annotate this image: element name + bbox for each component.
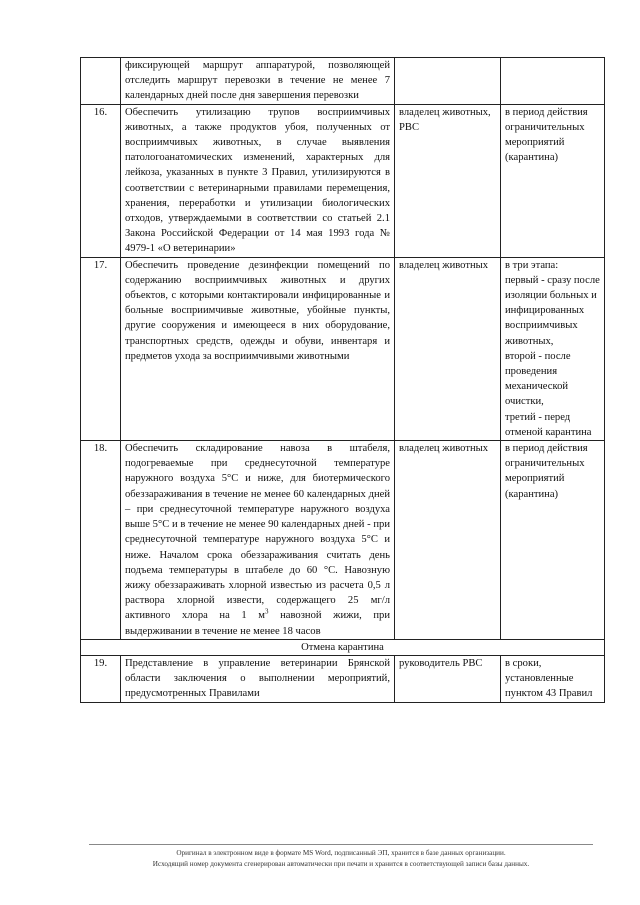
responsible-text bbox=[395, 58, 501, 105]
measure-text: Обеспечить утилизацию трупов восприимчивых животных, а также продуктов убоя, полученных от восприимчивых животных, в случае выявления патологоанатомических изменений, характерных для лейкоза, указанных в пункте 3 Правил, утилизируются в соответствии с ветеринарными правилами перемещения, хранения, переработки и утилизации биологических отходов, утверждаемыми в соответствии со статьей 2.1 Закона Российской Федерации от 14 мая 1993 года № 4979-1 «О ветеринарии» bbox=[121, 104, 395, 257]
term-text: в период действия ограничительных мероприятий (карантина) bbox=[501, 104, 605, 257]
footer-line-2: Исходящий номер документа сгенерирован автоматически при печати и хранится в соответствующей записи базы данных. bbox=[152, 860, 530, 868]
responsible-text: владелец животных, РВС bbox=[395, 104, 501, 257]
row-number bbox=[81, 58, 121, 105]
table-row bbox=[81, 655, 605, 702]
table-row bbox=[81, 257, 605, 440]
measure-text bbox=[121, 441, 395, 640]
responsible-text: руководитель РВС bbox=[395, 655, 501, 702]
row-number: 18. bbox=[81, 441, 121, 640]
table-row bbox=[81, 104, 605, 257]
term-text: в период действия ограничительных мероприятий (карантина) bbox=[501, 441, 605, 640]
term-text bbox=[501, 58, 605, 105]
section-row bbox=[81, 639, 605, 655]
table-row bbox=[81, 441, 605, 640]
measure-text: Обеспечить проведение дезинфекции помещений по содержанию восприимчивых животных и других объектов, с которыми контактировали инфицированные и больные восприимчивые животные, убойные пункты, другие сооружения и имеющееся в них оборудование, транспортных средств, одежды и обуви, инвентаря и предметов ухода за восприимчивыми животными bbox=[121, 257, 395, 440]
responsible-text: владелец животных bbox=[395, 441, 501, 640]
section-title: Отмена карантина bbox=[81, 639, 605, 655]
row-number: 17. bbox=[81, 257, 121, 440]
measure-text: фиксирующей маршрут аппаратурой, позволяющей отследить маршрут перевозки в течение не менее 7 календарных дней после дня завершения перевозки bbox=[121, 58, 395, 105]
term-text: в три этапа: первый - сразу после изоляции больных и инфицированных восприимчивых животных, второй - после проведения механической очистки, третий - перед отменой карантина bbox=[501, 257, 605, 440]
responsible-text: владелец животных bbox=[395, 257, 501, 440]
row-number: 19. bbox=[81, 655, 121, 702]
footer-line-1: Оригинал в электронном виде в формате MS Word, подписанный ЭП, хранится в базе данных организации. bbox=[176, 849, 506, 857]
row-number: 16. bbox=[81, 104, 121, 257]
measure-text: Представление в управление ветеринарии Брянской области заключения о выполнении мероприятий, предусмотренных Правилами bbox=[121, 655, 395, 702]
measure-text-part: навозной жижи, при выдерживании в течение не менее 18 часов bbox=[125, 610, 390, 637]
table-row bbox=[81, 58, 605, 105]
measures-table bbox=[80, 57, 605, 703]
footer-divider bbox=[89, 844, 593, 845]
superscript-exponent: 3 bbox=[265, 607, 269, 616]
footer bbox=[89, 848, 593, 870]
term-text: в сроки, установленные пунктом 43 Правил bbox=[501, 655, 605, 702]
measure-text-part: Обеспечить складирование навоза в штабеля, подогреваемые при среднесуточной температуре наружного воздуха 5°С и ниже, для биотермического обеззараживания в течение не менее 60 календарных дней – при среднесуточной температуре наружного воздуха выше 5°С и в течение не менее 90 календарных дней - при среднесуточной температуре наружного воздуха 5°С и ниже. Началом срока обеззараживания считать день подъема температуры в штабеле до 60 °С. Навозную жижу обеззараживать хлорной известью из расчета 0,5 л раствора хлорной извести, содержащего 25 мг/л активного хлора на 1 м bbox=[125, 443, 390, 622]
